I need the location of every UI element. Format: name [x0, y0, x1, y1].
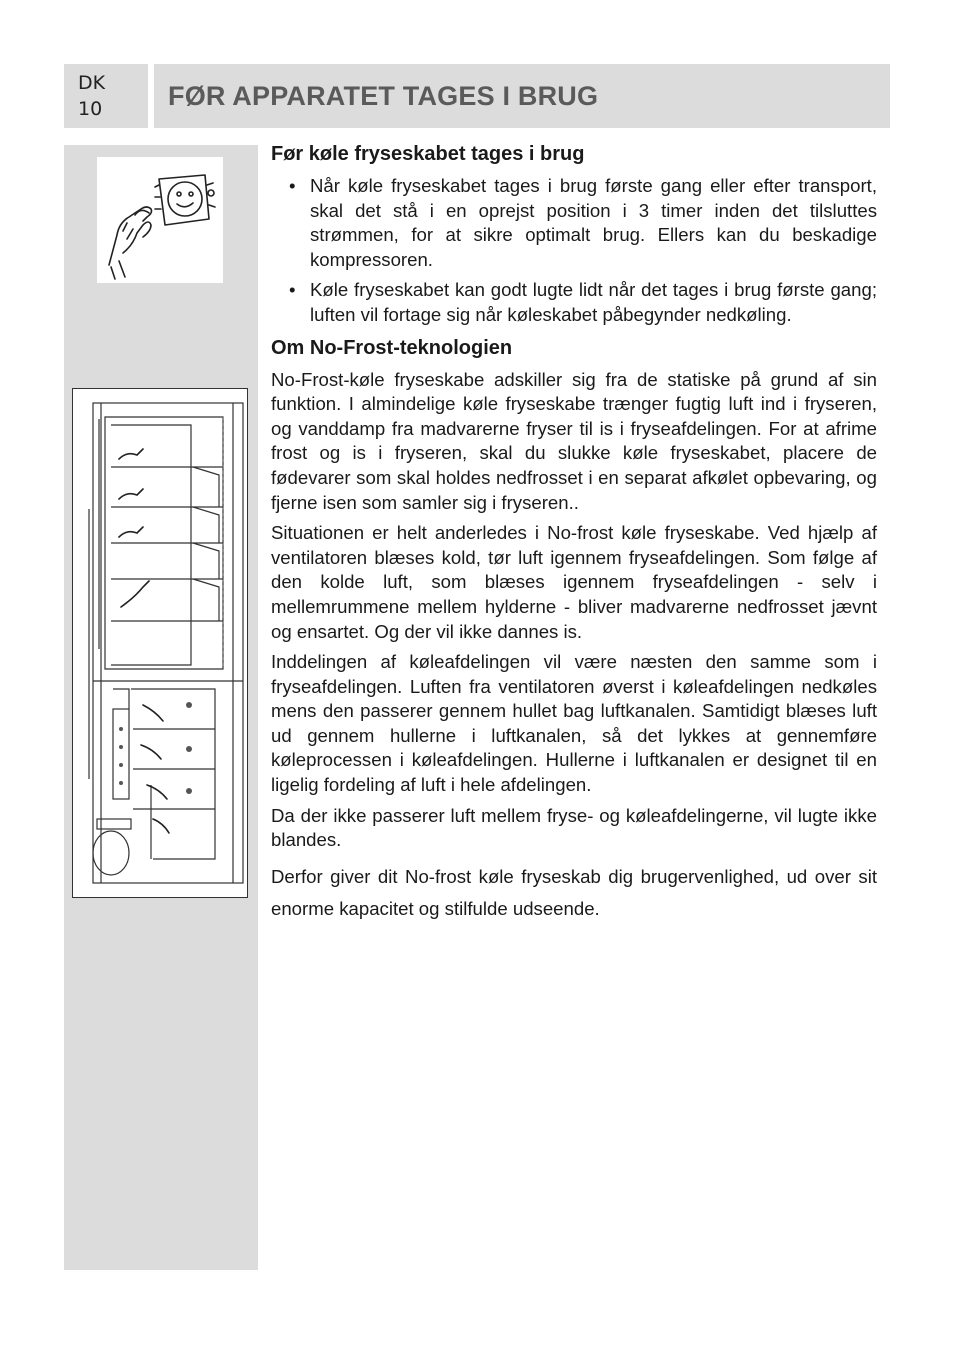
fridge-diagram — [72, 388, 248, 898]
paragraph: Derfor giver dit No-frost køle fryseskab dig brugervenlighed, ud over sit enorme kapacitet og stilfulde udseende. — [271, 865, 877, 919]
main-content — [271, 140, 877, 931]
list-item — [271, 278, 877, 327]
list-item-text: Når køle fryseskabet tages i brug første gang eller efter transport, skal det stå i en oprejst position i 3 timer inden det tilsluttes strømmen, for at sikre optimalt brug. Ellers kan du beskadige kompressoren. — [310, 175, 877, 270]
section-heading: Før køle fryseskabet tages i brug — [271, 143, 585, 165]
hand-plug-icon — [97, 157, 223, 283]
page-tag — [64, 64, 148, 128]
paragraph: No-Frost-køle fryseskabe adskiller sig fra de statiske på grund af sin funktion. I almindelige køle fryseskabe trænger fugtig luft ind i fryseren, og vanddamp fra madvarerne fryser til is i fryseafdelingen. For at afrime frost og is i fryseren, skal du slukke køle fryseskabet, placere de fødevarer som skal holdes nedfrosset i en separat afkølet opbevaring, og fjerne isen som samler sig i fryseren.. — [271, 368, 877, 513]
bullet-icon: • — [289, 175, 296, 196]
language-code: DK — [78, 72, 106, 94]
page-title: FØR APPARATET TAGES I BRUG — [168, 80, 599, 111]
paragraph: Da der ikke passerer luft mellem fryse- og køleafdelingerne, vil lugte ikke blandes. — [271, 804, 877, 851]
list-item — [271, 174, 877, 272]
plug-socket-illustration — [97, 157, 223, 283]
paragraph: Situationen er helt anderledes i No-frost køle fryseskabe. Ved hjælp af ventilatoren blæses kold, tør luft igennem fryseafdelingen. Som følge af den kolde luft, som blæses igennem fryseafdelingen - selv i mellemrummene mellem hylderne - bliver madvarerne nedfrosset jævnt og ensartet. Og der vil ikke dannes is. — [271, 522, 877, 642]
title-bar — [154, 64, 890, 128]
section-heading: Om No-Frost-teknologien — [271, 336, 513, 359]
bullet-list — [271, 174, 877, 328]
page-number: 10 — [78, 98, 103, 120]
paragraph: Inddelingen af køleafdelingen vil være næsten den samme som i fryseafdelingen. Luften fra ventilatoren øverst i køleafdelingen nedkøles mens den passerer gennem hullet bag luftkanalen. Samtidigt blæses luft ud gennem hullerne i luftkanalen, så det lykkes at gennemføre køleprocessen i køleafdelingen. Hullerne i luftkanalen er designet til en ligelig fordeling af luft i hele afdelingen. — [271, 651, 877, 796]
bullet-icon: • — [289, 279, 296, 301]
list-item-text: Køle fryseskabet kan godt lugte lidt når det tages i brug første gang; luften vil fortage sig når køleskabet påbegynder nedkøling. — [310, 279, 877, 325]
fridge-airflow-icon — [73, 389, 247, 897]
